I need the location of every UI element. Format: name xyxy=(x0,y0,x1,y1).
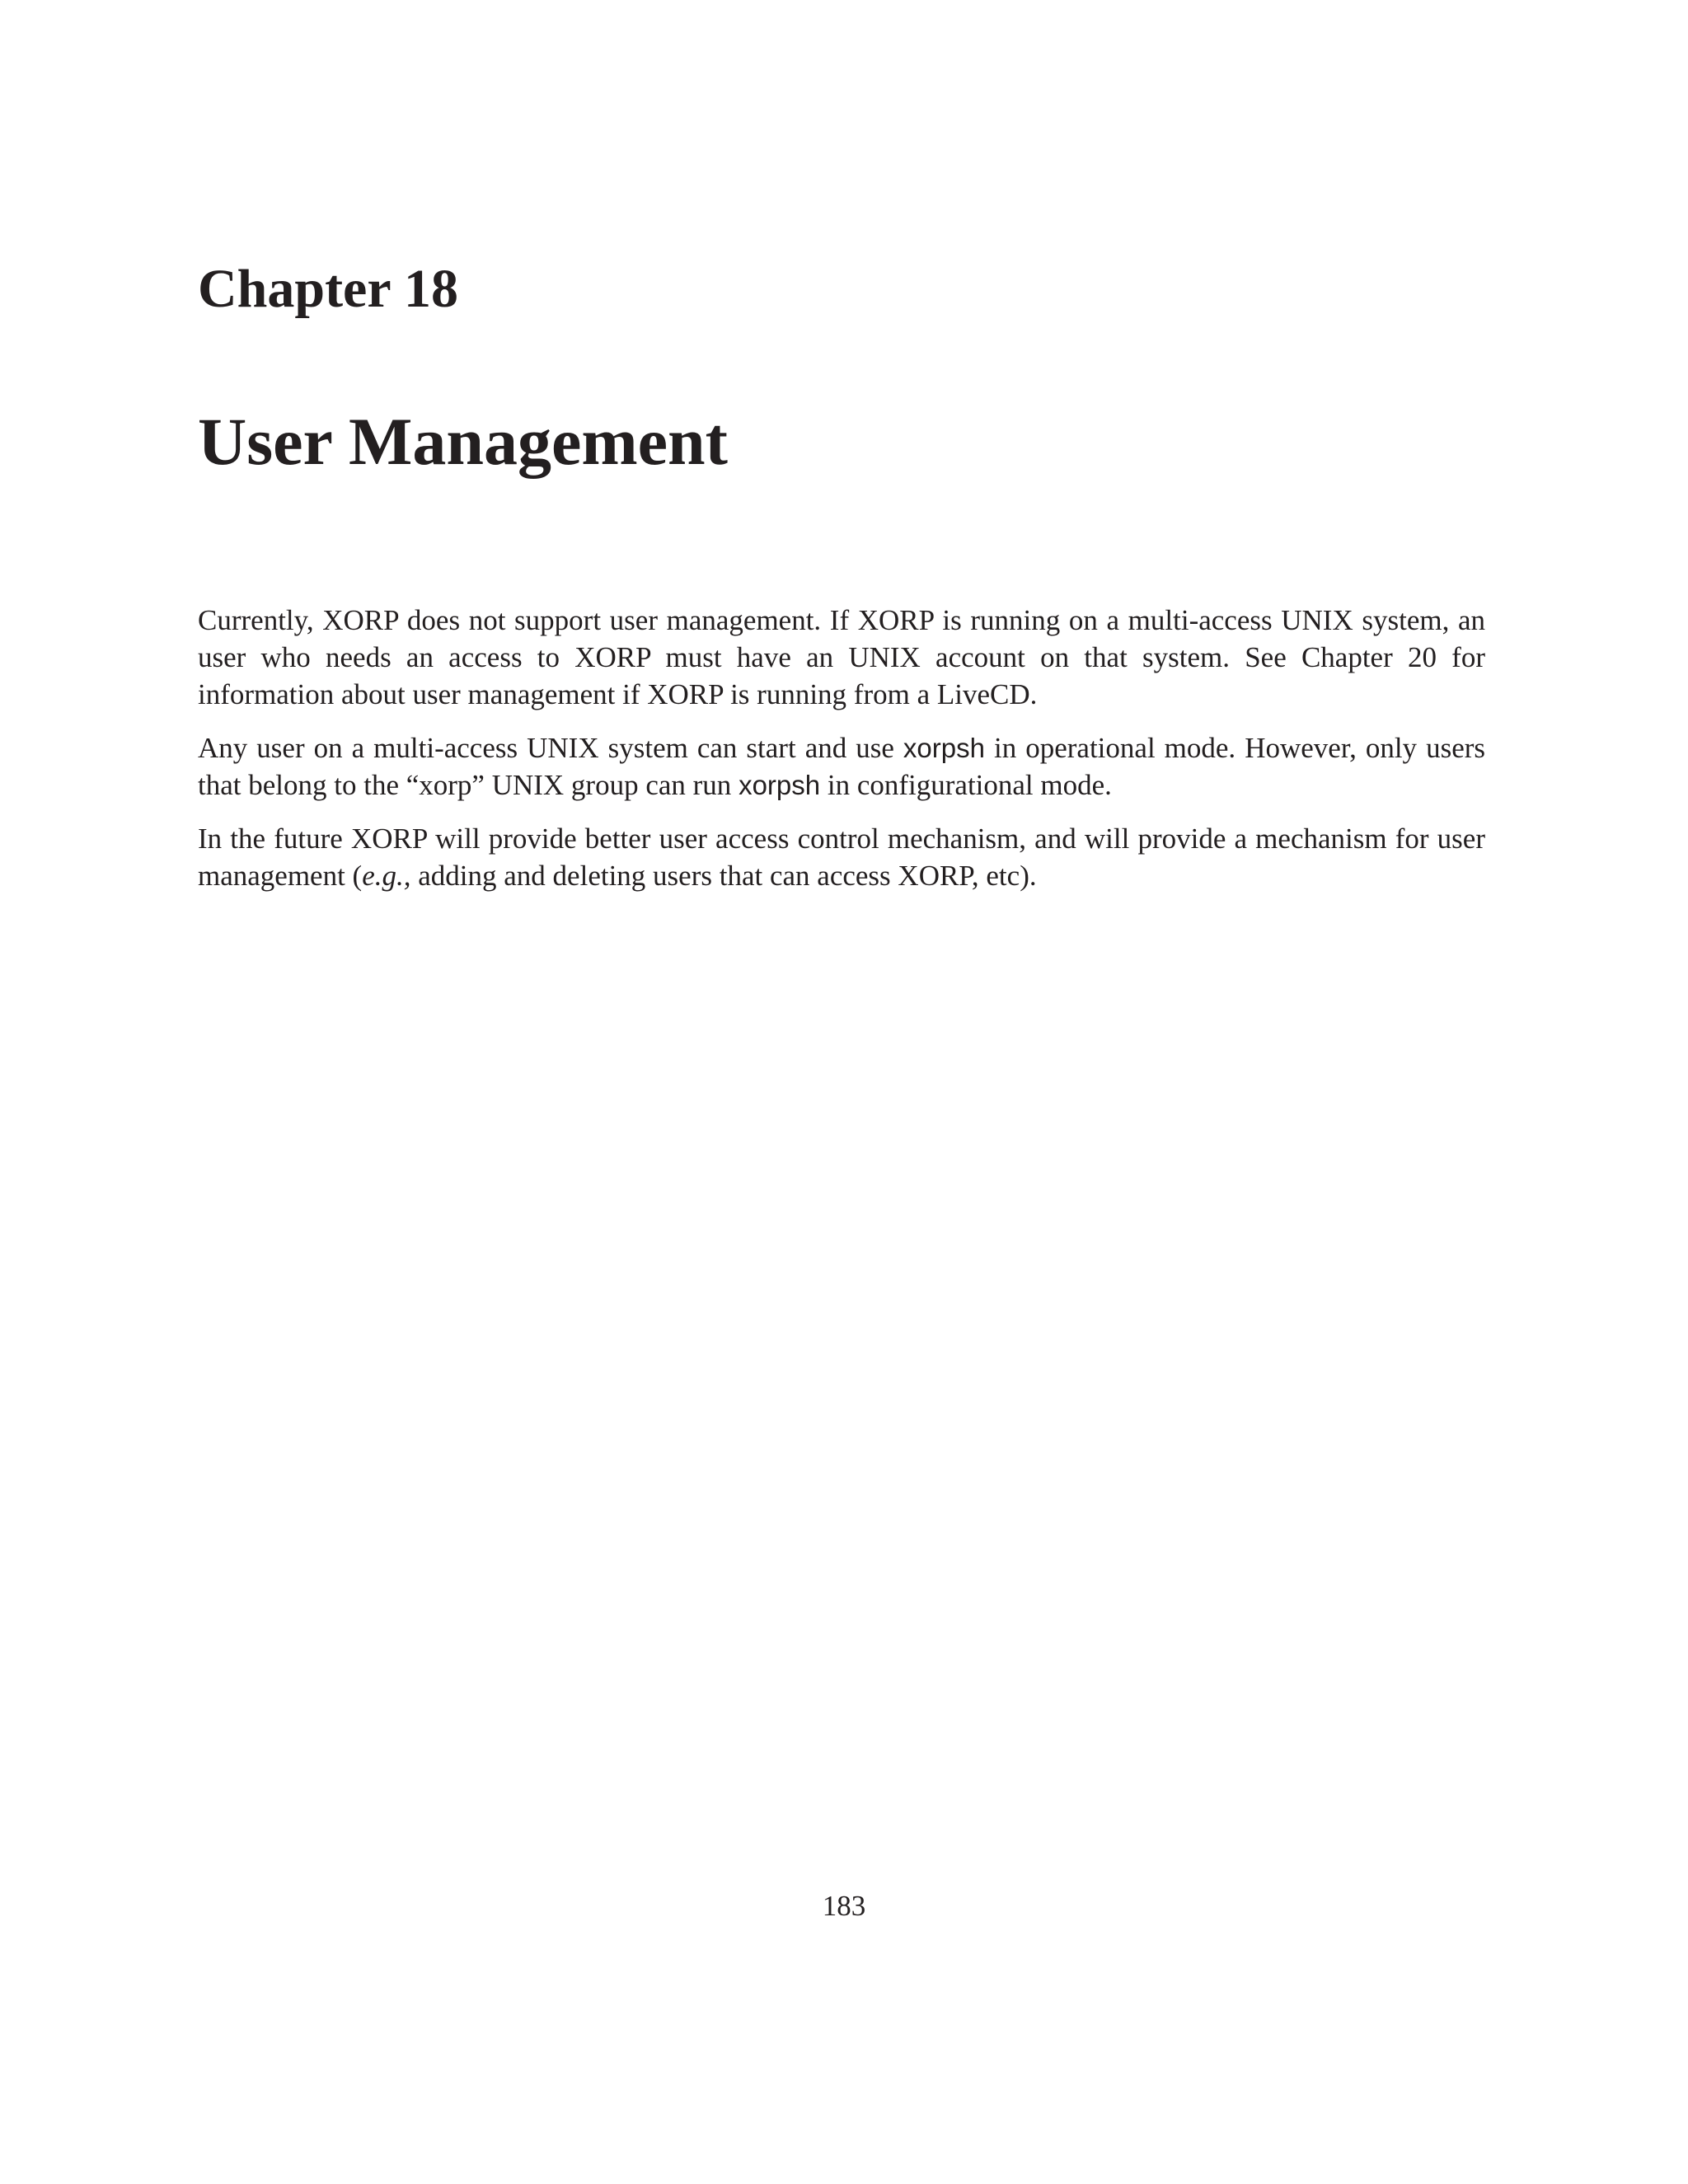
paragraph-2-text-b: in operational mode. However, only users that belong to the “xorp” UNIX group can run xyxy=(198,732,1486,801)
command-xorpsh: xorpsh xyxy=(903,733,985,763)
paragraph-3 xyxy=(198,820,1485,894)
chapter-title: User Management xyxy=(198,404,728,479)
page-number: 183 xyxy=(822,1890,866,1922)
paragraph-2-text-c: in configurational mode. xyxy=(820,769,1112,801)
paragraph-3-text-b: adding and deleting users that can access XORP, etc). xyxy=(410,860,1037,892)
chapter-number: Chapter 18 xyxy=(198,259,458,319)
body-text xyxy=(198,602,1485,894)
paragraph-2 xyxy=(198,729,1485,804)
paragraph-3-text-a: In the future XORP will provide better user access control mechanism, and will provide a mechanism for user management ( xyxy=(198,823,1485,892)
paragraph-2-text-a: Any user on a multi-access UNIX system can start and use xyxy=(198,732,903,764)
paragraph-1: Currently, XORP does not support user management. If XORP is running on a multi-access UNIX system, an user who needs an access to XORP must have an UNIX account on that system. See Chapter 20 for information about user management if XORP is running from a LiveCD. xyxy=(198,604,1485,710)
emphasis-eg: e.g., xyxy=(362,860,411,892)
command-xorpsh: xorpsh xyxy=(738,770,821,800)
